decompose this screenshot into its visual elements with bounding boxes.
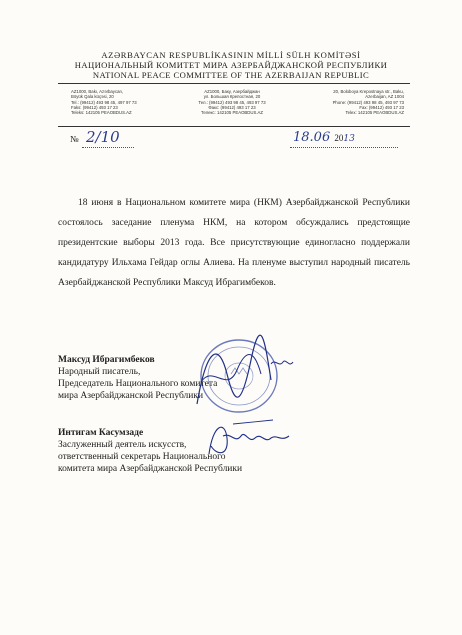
signatory-title: Народный писатель,: [58, 367, 141, 377]
address-line: AZ1000, Баку, Азербайджан: [204, 89, 260, 94]
address-line: Faks: (99412) 493 17 23: [71, 104, 118, 110]
body-line: обсуждались предстоящие президентские выборы 2013 года. Все: [58, 218, 411, 248]
address-line: Телекс: 142105 PEAOBDUS.AZ: [200, 110, 264, 116]
body-line: 18 июня в Национальном комитете мира (НКМ) Азербайджанской: [78, 198, 359, 208]
address-line: Azerbaijan, AZ 1004: [365, 94, 404, 100]
signatory-title: Заслуженный деятель искусств,: [58, 440, 187, 450]
signatory-title: комитета мира Азербайджанской Республики: [58, 464, 243, 474]
org-name-ru: НАЦИОНАЛЬНЫЙ КОМИТЕТ МИРА АЗЕРБАЙДЖАНСКОЙ РЕСПУБЛИКИ: [74, 60, 388, 70]
document-date: [293, 130, 355, 145]
address-line: AZ1000, Bakı, Azərbaycan,: [71, 89, 124, 94]
address-line: Telex: 142105 PEAOBDUS.AZ: [345, 110, 404, 116]
signatory-name: Максуд Ибрагимбеков: [58, 355, 155, 365]
body-line: присутствующие единогласно поддержали кандидатуру Ильхама: [58, 238, 410, 268]
address-block-ru: [187, 89, 277, 115]
address-block-az: [71, 89, 137, 115]
address-line: ул. Большая Крепостная, 20: [203, 94, 261, 100]
address-line: Phone: (99412) 493 98 45, 493 97 73: [332, 99, 404, 105]
signatory-chairman: [58, 354, 217, 402]
body-line: Республики состоялось заседание пленума НКМ, на котором: [58, 198, 411, 228]
date-day-month: 18.06: [293, 130, 331, 145]
address-block-en: [312, 89, 404, 115]
address-line: 20, Boloboya Krepostnaya str., Baku,: [333, 89, 404, 94]
address-line: Böyük Qala küçəsi, 20: [71, 94, 114, 100]
address-line: Tel.: (99412) 493 98 45, 497 97 73: [71, 99, 137, 105]
org-name-az: AZƏRBAYCAN RESPUBLİKASININ MİLLİ SÜLH KOMİTƏSİ: [101, 50, 361, 60]
letter-body: [58, 193, 410, 293]
body-paragraph: [58, 193, 410, 293]
address-line: Факс: (99412) 493 17 23: [208, 104, 256, 110]
reference-number: 2/10: [86, 128, 120, 146]
address-line: Teleks: 142105 PEAOBDUS.AZ: [71, 110, 132, 116]
signatory-title: мира Азербайджанской Республики: [58, 391, 204, 401]
signatory-title: ответственный секретарь Национального: [58, 452, 226, 462]
body-line: Гейдар оглы Алиева. На пленуме выступил народный писатель: [149, 258, 410, 268]
date-year-handwritten: 13: [343, 134, 355, 144]
address-line: Fax: (99412) 493 17 23: [359, 104, 404, 110]
signatory-title: Председатель Национального комитета: [58, 379, 218, 389]
signatory-name: Интигам Касумзаде: [58, 428, 144, 438]
date-underline: [290, 147, 398, 148]
org-name-en: NATIONAL PEACE COMMITTEE OF THE AZERBAIJAN REPUBLIC: [92, 70, 370, 80]
body-line: Азербайджанской Республики Максуд Ибрагимбеков.: [58, 278, 276, 288]
address-line: Тел.: (99412) 493 98 45, 493 97 73: [198, 99, 266, 105]
header-divider-top: [58, 83, 410, 84]
header-divider-bottom: [58, 126, 410, 127]
reference-number-underline: [82, 147, 134, 148]
reference-number-label: №: [70, 134, 79, 144]
signatory-secretary: [58, 427, 242, 475]
date-year-prefix: 20: [334, 133, 344, 143]
